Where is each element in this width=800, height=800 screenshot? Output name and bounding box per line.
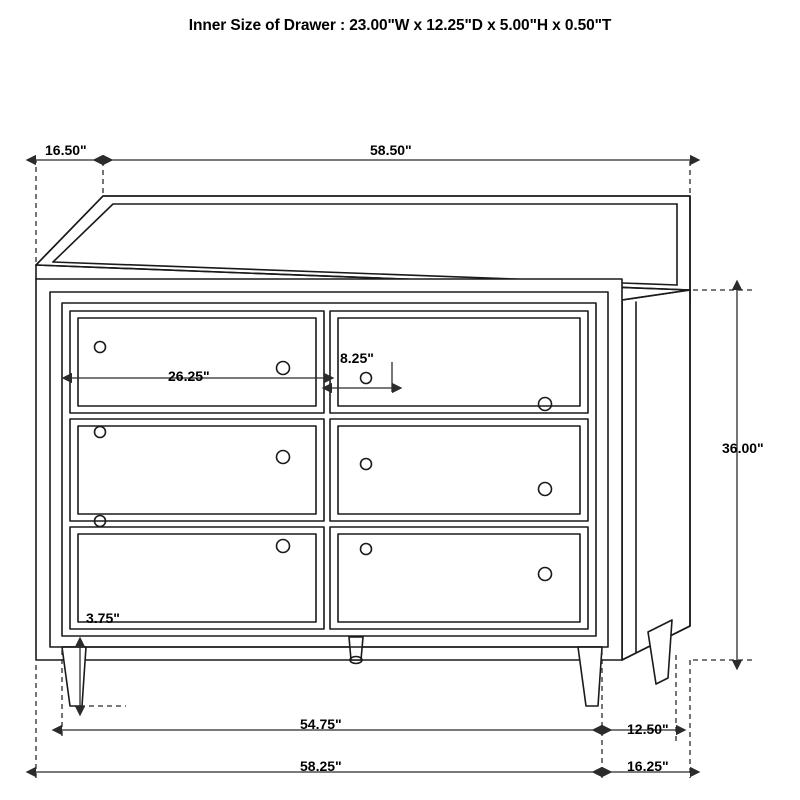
dim-base-width-inner: 54.75" [300, 716, 342, 732]
dim-base-depth: 12.50" [627, 721, 669, 737]
page-title: Inner Size of Drawer : 23.00"W x 12.25"D x 5.00"H x 0.50"T [188, 17, 612, 34]
dim-overall-width: 58.25" [300, 758, 342, 774]
dim-height-right: 36.00" [722, 440, 764, 456]
dim-leg-height: 3.75" [86, 610, 120, 626]
dim-depth-top: 16.50" [45, 142, 87, 158]
dim-width-top: 58.50" [370, 142, 412, 158]
dim-drawer-width-left: 26.25" [168, 368, 210, 384]
dim-overall-depth: 16.25" [627, 758, 669, 774]
dim-drawer-gap-right: 8.25" [340, 350, 374, 366]
